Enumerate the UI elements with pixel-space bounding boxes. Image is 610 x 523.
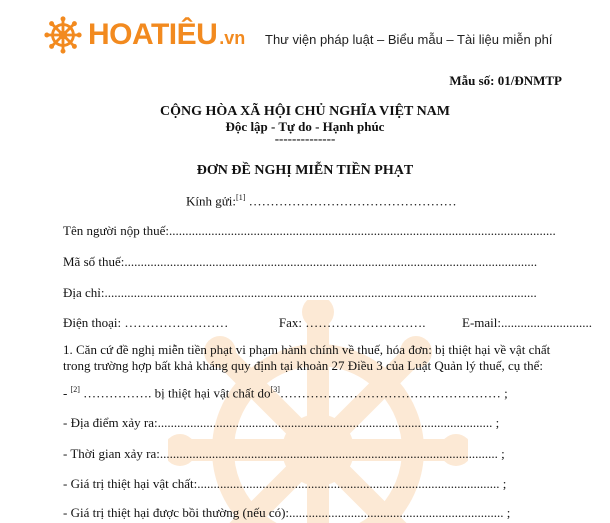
- footnote-ref-1: [1]: [236, 193, 246, 202]
- taxpayer-name-field: Tên người nộp thuế:.......................................................................................................................: [63, 223, 556, 238]
- address-field: Địa chỉ:.....................................................................................................................................: [63, 285, 537, 300]
- footnote-ref-2: [2]: [70, 385, 80, 394]
- form-code: Mẫu số: 01/ĐNMTP: [449, 73, 562, 88]
- item-2-location: - Địa điểm xảy ra:....................................................................................................... ;: [63, 415, 500, 430]
- form-title: ĐƠN ĐỀ NGHỊ MIỄN TIỀN PHẠT: [196, 163, 414, 178]
- logo-text: HOATIÊU: [88, 18, 218, 51]
- section-1-text: 1. Căn cứ đề nghị miễn tiền phạt vi phạm hành chính về thuế, hóa đơn: bị thiệt hại về vật chất trong trường hợp bất khả kháng quy định tại khoản 27 Điều 3 của Luật Quản lý thuế, cụ thể:: [63, 342, 551, 373]
- nation-heading: CỘNG HÒA XÃ HỘI CHỦ NGHĨA VIỆT NAM: [159, 104, 450, 119]
- item-1-fill: …………………………………………… ;: [279, 385, 508, 401]
- site-header: [0, 0, 610, 68]
- greeting-fill: …………………………………………: [245, 193, 457, 209]
- site-logo[interactable]: [44, 15, 245, 55]
- ship-wheel-icon: [44, 16, 82, 54]
- greeting-line: [186, 193, 457, 209]
- tax-code-field: Mã số thuế:...............................................................................................................................: [63, 254, 538, 269]
- national-motto: Độc lập - Tự do - Hạnh phúc: [225, 119, 385, 134]
- item-1-prefix: -: [63, 385, 71, 401]
- heading-divider: --------------: [274, 131, 336, 146]
- logo-domain-suffix: .vn: [219, 27, 246, 48]
- item-4-damage-value: - Giá trị thiệt hại vật chất:............................................................................................. ;: [63, 476, 507, 491]
- footnote-ref-3: [3]: [270, 385, 280, 394]
- phone-field: Điện thoại: ……………………: [63, 315, 229, 330]
- item-3-time: - Thời gian xảy ra:........................................................................................................ ;: [63, 446, 505, 461]
- item-1-text: ……………. bị thiệt hại vật chất do: [79, 385, 271, 401]
- contact-line: [63, 315, 592, 331]
- fax-field: Fax: ……………………….: [278, 315, 426, 330]
- item-5-compensation-value: - Giá trị thiệt hại được bồi thường (nếu có):.................................................................. ;: [63, 505, 511, 520]
- email-field: E-mail:............................: [462, 315, 593, 330]
- greeting-label: Kính gửi:: [186, 193, 237, 209]
- site-tagline: Thư viện pháp luật – Biểu mẫu – Tài liệu miễn phí: [265, 32, 553, 47]
- item-1-line: [63, 385, 508, 401]
